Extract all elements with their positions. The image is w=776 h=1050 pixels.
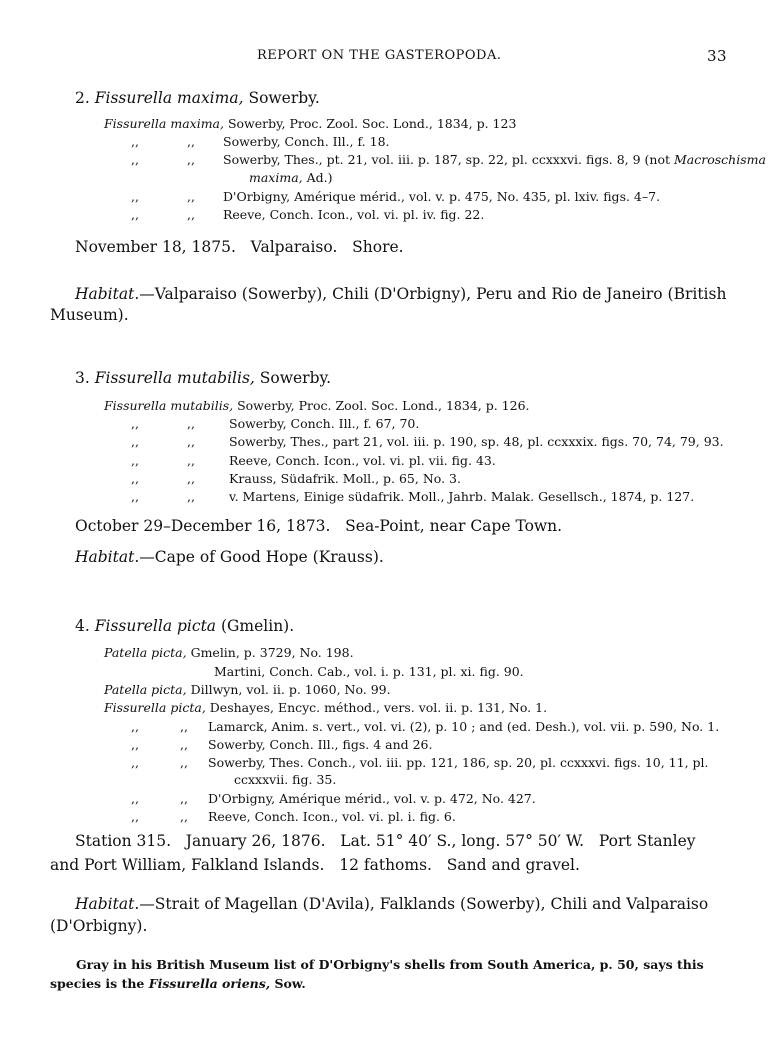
species-author: (Gmelin). [220,617,295,635]
habitat-line: Habitat.—Strait of Magellan (D'Avila), Falklands (Sowerby), Chili and Valparaiso [75,895,709,913]
ditto-mark: ,, [187,152,195,167]
note-line: species is the Fissurella oriens, Sow. [50,976,306,991]
page-number: 33 [707,47,728,65]
synonym-ref: Sowerby, Conch. Ill., figs. 4 and 26. [208,737,433,752]
ditto-mark: ,, [180,809,188,824]
synonym-ref: Sowerby, Thes. Conch., vol. iii. pp. 121, 186, sp. 20, pl. ccxxxvi. figs. 10, 11, pl. [208,755,709,770]
habitat-label: Habitat. [75,548,140,566]
synonym-ref: Sowerby, Thes., part 21, vol. iii. p. 190, sp. 48, pl. ccxxxix. figs. 70, 74, 79, 93. [229,434,724,449]
synonym-ref: Dillwyn, vol. ii. p. 1060, No. 99. [190,682,391,697]
species-heading-2 [75,89,320,107]
synonym-line [104,682,391,697]
synonym-name: Patella picta, [104,682,187,697]
synonym-line [104,116,516,131]
species-name: Fissurella picta [94,617,217,635]
note-line: Gray in his British Museum list of D'Orbigny's shells from South America, p. 50, says this [76,957,704,972]
synonym-ref: Reeve, Conch. Icon., vol. vi. pl. iv. fig. 22. [223,207,485,222]
synonym-name: Fissurella picta, [104,700,206,715]
ditto-mark: ,, [180,791,188,806]
synonym-ref-continuation: ccxxxvii. fig. 35. [234,772,337,787]
ditto-mark: ,, [131,755,139,770]
ditto-mark: ,, [131,134,139,149]
ditto-mark: ,, [131,207,139,222]
synonym-ref: Gmelin, p. 3729, No. 198. [190,645,354,660]
synonym-line [104,700,547,715]
ditto-mark: ,, [180,719,188,734]
habitat-line-continuation: Museum). [50,306,129,324]
synonym-line [104,398,530,413]
ditto-mark: ,, [131,189,139,204]
ditto-mark: ,, [187,189,195,204]
ditto-mark: ,, [131,719,139,734]
habitat-line-continuation: (D'Orbigny). [50,917,148,935]
ditto-mark: ,, [131,416,139,431]
ditto-mark: ,, [131,152,139,167]
synonym-ref: Sowerby, Thes., pt. 21, vol. iii. p. 187, sp. 22, pl. ccxxxvi. figs. 8, 9 (not Macroschisma [223,152,766,167]
synonym-ref: D'Orbigny, Amérique mérid., vol. v. p. 475, No. 435, pl. lxiv. figs. 4–7. [223,189,661,204]
synonym-ref: Reeve, Conch. Icon., vol. vi. pl. vii. fig. 43. [229,453,496,468]
synonym-ref: v. Martens, Einige südafrik. Moll., Jahrb. Malak. Gesellsch., 1874, p. 127. [229,489,695,504]
species-number: 4. [75,617,90,635]
ditto-mark: ,, [131,471,139,486]
synonym-ref: Reeve, Conch. Icon., vol. vi. pl. i. fig. 6. [208,809,456,824]
synonym-ref: Sowerby, Conch. Ill., f. 18. [223,134,390,149]
species-heading-4 [75,617,294,635]
synonym-ref: Sowerby, Proc. Zool. Soc. Lond., 1834, p. 126. [237,398,530,413]
synonym-ref: Deshayes, Encyc. méthod., vers. vol. ii. p. 131, No. 1. [209,700,548,715]
species-name: Fissurella mutabilis, [94,369,255,387]
ditto-mark: ,, [187,489,195,504]
ditto-mark: ,, [131,791,139,806]
ditto-mark: ,, [131,453,139,468]
synonym-ref: Sowerby, Proc. Zool. Soc. Lond., 1834, p. 123 [227,116,517,131]
ditto-mark: ,, [187,207,195,222]
habitat-line: Habitat.—Cape of Good Hope (Krauss). [75,548,384,566]
station-line: October 29–December 16, 1873. Sea-Point, near Cape Town. [75,517,563,535]
synonym-name: Fissurella mutabilis, [104,398,234,413]
synonym-ref: Martini, Conch. Cab., vol. i. p. 131, pl. xi. fig. 90. [214,664,524,679]
species-number: 3. [75,369,90,387]
synonym-ref: Lamarck, Anim. s. vert., vol. vi. (2), p. 10 ; and (ed. Desh.), vol. vii. p. 590, No. 1. [208,719,720,734]
synonym-name: Fissurella maxima, [104,116,224,131]
ditto-mark: ,, [131,809,139,824]
synonym-line [104,645,354,660]
synonym-ref: Krauss, Südafrik. Moll., p. 65, No. 3. [229,471,461,486]
species-name: Fissurella maxima, [94,89,244,107]
synonym-ref: D'Orbigny, Amérique mérid., vol. v. p. 472, No. 427. [208,791,536,806]
habitat-line: Habitat.—Valparaiso (Sowerby), Chili (D'Orbigny), Peru and Rio de Janeiro (British [75,285,727,303]
species-author: Sowerby. [259,369,332,387]
ditto-mark: ,, [187,434,195,449]
species-author: Sowerby. [248,89,320,107]
ditto-mark: ,, [187,134,195,149]
species-heading-3 [75,369,331,387]
station-line: Station 315. January 26, 1876. Lat. 51° 40′ S., long. 57° 50′ W. Port Stanley [75,832,696,850]
synonym-ref-continuation: maxima, Ad.) [249,170,333,185]
station-line: November 18, 1875. Valparaiso. Shore. [75,238,404,256]
ditto-mark: ,, [187,416,195,431]
habitat-label: Habitat. [75,895,140,913]
synonym-name: Patella picta, [104,645,187,660]
ditto-mark: ,, [187,471,195,486]
ditto-mark: ,, [180,737,188,752]
synonym-ref: Sowerby, Conch. Ill., f. 67, 70. [229,416,420,431]
ditto-mark: ,, [180,755,188,770]
habitat-label: Habitat. [75,285,140,303]
running-header-title: REPORT ON THE GASTEROPODA. [257,48,502,63]
ditto-mark: ,, [131,434,139,449]
station-line-continuation: and Port William, Falkland Islands. 12 fathoms. Sand and gravel. [50,856,580,874]
ditto-mark: ,, [131,737,139,752]
species-number: 2. [75,89,90,107]
ditto-mark: ,, [187,453,195,468]
ditto-mark: ,, [131,489,139,504]
